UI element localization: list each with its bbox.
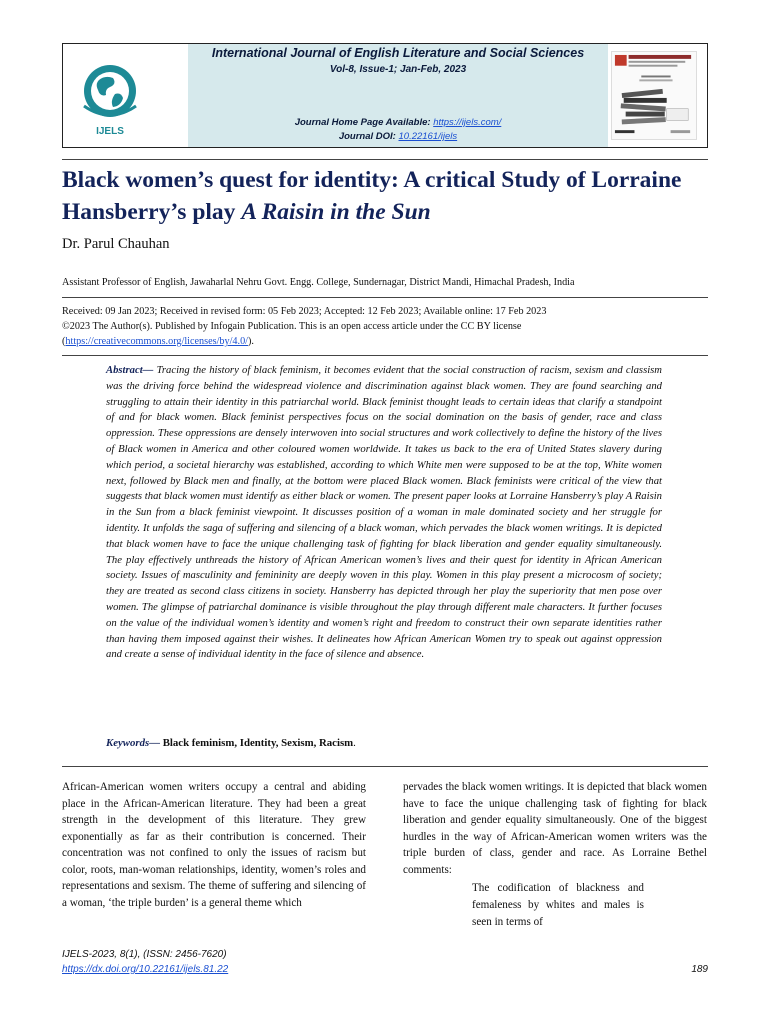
ijels-logo bbox=[71, 58, 149, 138]
block-quote: The codification of blackness and femaleness by whites and males is seen in terms of bbox=[472, 882, 644, 928]
journal-cover-image bbox=[611, 51, 697, 140]
author-affiliation: Assistant Professor of English, Jawaharlal Nehru Govt. Engg. College, Sundernagar, District Mandi, Himachal Pradesh, India bbox=[62, 277, 575, 288]
body-column-left: African-American women writers occupy a central and abiding place in the African-American literature. They had been a great strength in the development of this literature. They grew exponentially as far as their contribution is concerned. Their concentration was not confined to only the issues of racism but color, roots, man-woman relationships, identity, women’s roles and representations and sexism. The theme of suffering and silencing of a woman, ‘the triple burden’ is a general theme which bbox=[62, 781, 366, 909]
footer-citation: IJELS-2023, 8(1), (ISSN: 2456-7620) bbox=[62, 949, 227, 960]
license-line: ©2023 The Author(s). Published by Infogain Publication. This is an open access article under the CC BY license bbox=[62, 321, 522, 332]
doi-link[interactable]: 10.22161/ijels bbox=[398, 131, 458, 142]
home-link[interactable]: https://ijels.com/ bbox=[433, 117, 502, 128]
page-number: 189 bbox=[691, 964, 708, 975]
author-name: Dr. Parul Chauhan bbox=[62, 236, 170, 252]
license-url-line: (https://creativecommons.org/licenses/by/4.0/). bbox=[62, 336, 254, 347]
article-dates bbox=[62, 304, 708, 349]
dates-line: Received: 09 Jan 2023; Received in revised form: 05 Feb 2023; Accepted: 12 Feb 2023; Available online: 17 Feb 2023 bbox=[62, 306, 547, 317]
journal-header bbox=[62, 43, 708, 148]
article-title bbox=[62, 164, 708, 228]
home-label: Journal Home Page Available: bbox=[294, 117, 434, 128]
abstract-text: Tracing the history of black feminism, it becomes evident that the social construction of racism, sexism and classism was the driving force behind the widespread violence and discrimination against black women. They are found searching and struggling to attain their identity in this patriarchal world. Black feminist thought leads to certain ideas that clarify a standpoint of and for black women. Black feminist perspectives focus on the social domination on the basis of gender, race and class oppression. These oppressions are densely interwoven into social structures and work collectively to define the history of the lives of Black women in America and other coloured women worldwide. It takes us back to the era of United States slavery during which period, a societal hierarchy was established, according to which White men were supposed to be at the top, White women next, followed by Black men and finally, at the bottom were placed Black women. Black feminists were critical of the view that suggests that black women must identify as either black or women. The present paper looks at Lorraine Hansberry’s play A Raisin in the Sun from a black feminist viewpoint. It discusses position of a woman in male dominated society and her struggle for identity. It unfolds the saga of suffering and silencing of a black woman, which pervades the black women writings. It is depicted that black women have to face the unique challenging task of fighting for black liberation and gender equality simultaneously. The play effectively unthreads the history of African American women’s lives and their quest for identity in African American society. Issues of masculinity and femininity are deeply woven in this play. Women in this play present a microcosm of society; they are treated as second class citizens in society. Hansberry has depicted through her play the superiority that men pose over women. The glimpse of patriarchal dominance is visible throughout the play through different male characters. It further focuses on the value of the individual women’s identity and women’s right and freedom to construct their own separate identities rather than having them imposed against their wishes. It delineates how African American Women try to speak out against oppression and create a sense of individual identity in the face of silence and absence. bbox=[106, 365, 662, 661]
divider bbox=[62, 297, 708, 298]
keywords: Keywords— Black feminism, Identity, Sexism, Racism. bbox=[106, 737, 356, 749]
title-play-name: A Raisin in the Sun bbox=[241, 199, 431, 225]
divider bbox=[62, 355, 708, 356]
logo-text: IJELS bbox=[96, 126, 124, 137]
abstract bbox=[106, 363, 662, 663]
journal-title: International Journal of English Literature and Social Sciences bbox=[211, 46, 585, 60]
journal-links bbox=[188, 116, 608, 144]
keywords-list: Black feminism, Identity, Sexism, Racism bbox=[162, 737, 354, 749]
footer-doi-link[interactable]: https://dx.doi.org/10.22161/ijels.81.22 bbox=[62, 964, 229, 975]
footer-doi bbox=[62, 964, 228, 975]
body-column-right: pervades the black women writings. It is depicted that black women have to face the unique challenging task of fighting for black liberation and gender equality simultaneously. One of the biggest hurdles in the way of African-American women writers was the triple burden of class, gender and race. As Lorraine Bethel comments: bbox=[403, 781, 707, 876]
journal-volume: Vol-8, Issue-1; Jan-Feb, 2023 bbox=[329, 64, 467, 75]
divider bbox=[62, 766, 708, 767]
title-main: Black women’s quest for identity: A critical Study of Lorraine Hansberry’s play bbox=[62, 167, 682, 225]
divider bbox=[62, 159, 708, 160]
abstract-label: Abstract— bbox=[106, 365, 154, 376]
license-link[interactable]: https://creativecommons.org/licenses/by/4.0/ bbox=[65, 336, 248, 347]
keywords-label: Keywords— bbox=[106, 737, 160, 749]
doi-label: Journal DOI: bbox=[338, 131, 399, 142]
